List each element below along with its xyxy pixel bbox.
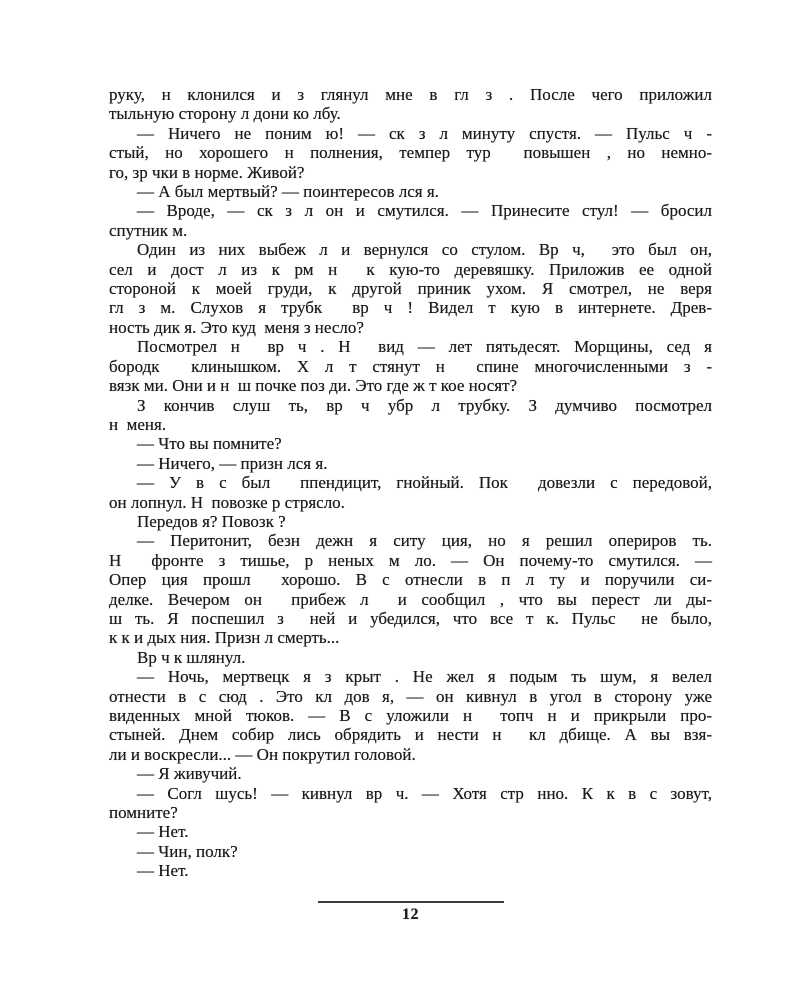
text-line: — Ничего, — призн лся я. — [137, 453, 328, 473]
text-line: — Я живучий. — [137, 764, 242, 784]
text-line: бородк клинышком. Х л т стянут н спине многочисленными з - — [109, 356, 712, 376]
text-line: — Вроде, — ск з л он и смутился. — Принесите стул! — бросил — [137, 201, 712, 221]
text-line: Один из них выбеж л и вернулся со стулом. Вр ч, это был он, — [137, 240, 712, 260]
text-line: Опер ция прошл хорошо. В с отнесли в п л ту и поручили си- — [109, 570, 712, 590]
text-line: З кончив слуш ть, вр ч убр л трубку. З думчиво посмотрел — [137, 395, 712, 415]
text-line: ли и воскресли... — Он покрутил головой. — [109, 744, 416, 764]
text-line: сел и дост л из к рм н к кую-то деревяшку. Приложив ее одной — [109, 259, 712, 279]
text-line: н меня. — [109, 414, 167, 434]
text-line: Передов я? Повозк ? — [137, 511, 286, 531]
page-number: 12 — [402, 906, 419, 923]
text-line: он лопнул. Н повозке р стрясло. — [109, 492, 345, 512]
page-text — [109, 85, 712, 881]
text-line: го, зр чки в норме. Живой? — [109, 162, 305, 182]
text-line: — Ничего не поним ю! — ск з л минуту спустя. — Пульс ч - — [137, 123, 712, 143]
text-line: вязк ми. Они и н ш почке поз ди. Это где ж т кое носят? — [109, 376, 518, 396]
text-line: — А был мертвый? — поинтересов лся я. — [137, 182, 439, 202]
text-line: ш ть. Я поспешил з ней и убедился, что все т к. Пульс не было, — [109, 608, 712, 628]
text-line: — У в с был ппендицит, гнойный. Пок довезли с передовой, — [137, 473, 712, 493]
text-line: Вр ч к шлянул. — [137, 647, 246, 667]
text-line: стыней. Днем собир лись обрядить и нести н кл дбище. А вы взя- — [109, 725, 712, 745]
text-line: ность дик я. Это куд меня з несло? — [109, 317, 364, 337]
text-line: к к и дых ния. Призн л смерть... — [109, 628, 340, 648]
text-line: гл з м. Слухов я трубк вр ч ! Видел т кую в интернете. Древ- — [109, 298, 712, 318]
text-line: — Чин, полк? — [137, 841, 238, 861]
text-line: — Нет. — [137, 822, 189, 842]
text-line: тыльную сторону л дони ко лбу. — [109, 104, 341, 124]
text-line: стый, но хорошего н полнения, темпер тур повышен , но немно- — [109, 143, 712, 163]
text-line: Посмотрел н вр ч . Н вид — лет пятьдесят. Морщины, сед я — [137, 337, 712, 357]
text-line: спутник м. — [109, 220, 188, 240]
text-line: Н фронте з тишье, р неных м ло. — Он почему-то смутился. — — [109, 550, 712, 570]
text-line: стороной к моей груди, к другой приник ухом. Я смотрел, не веря — [109, 279, 712, 299]
text-line: делке. Вечером он прибеж л и сообщил , что вы перест ли ды- — [109, 589, 712, 609]
page-footer — [109, 901, 712, 924]
text-line: — Перитонит, безн дежн я ситу ция, но я решил опериров ть. — [137, 531, 712, 551]
text-line: — Что вы помните? — [137, 434, 282, 454]
text-line: руку, н клонился и з глянул мне в гл з . После чего приложил — [109, 85, 712, 104]
text-line: отнести в с сюд . Это кл дов я, — он кивнул в угол в сторону уже — [109, 686, 712, 706]
text-line: помните? — [109, 803, 178, 823]
text-line: — Согл шусь! — кивнул вр ч. — Хотя стр нно. К к в с зовут, — [137, 783, 712, 803]
text-line: — Ночь, мертвецк я з крыт . Не жел я подым ть шум, я велел — [137, 667, 712, 687]
text-line: виденных мной тюков. — В с уложили н топч н и прикрыли про- — [109, 706, 712, 725]
text-line: — Нет. — [137, 861, 189, 881]
footer-rule — [318, 901, 504, 903]
